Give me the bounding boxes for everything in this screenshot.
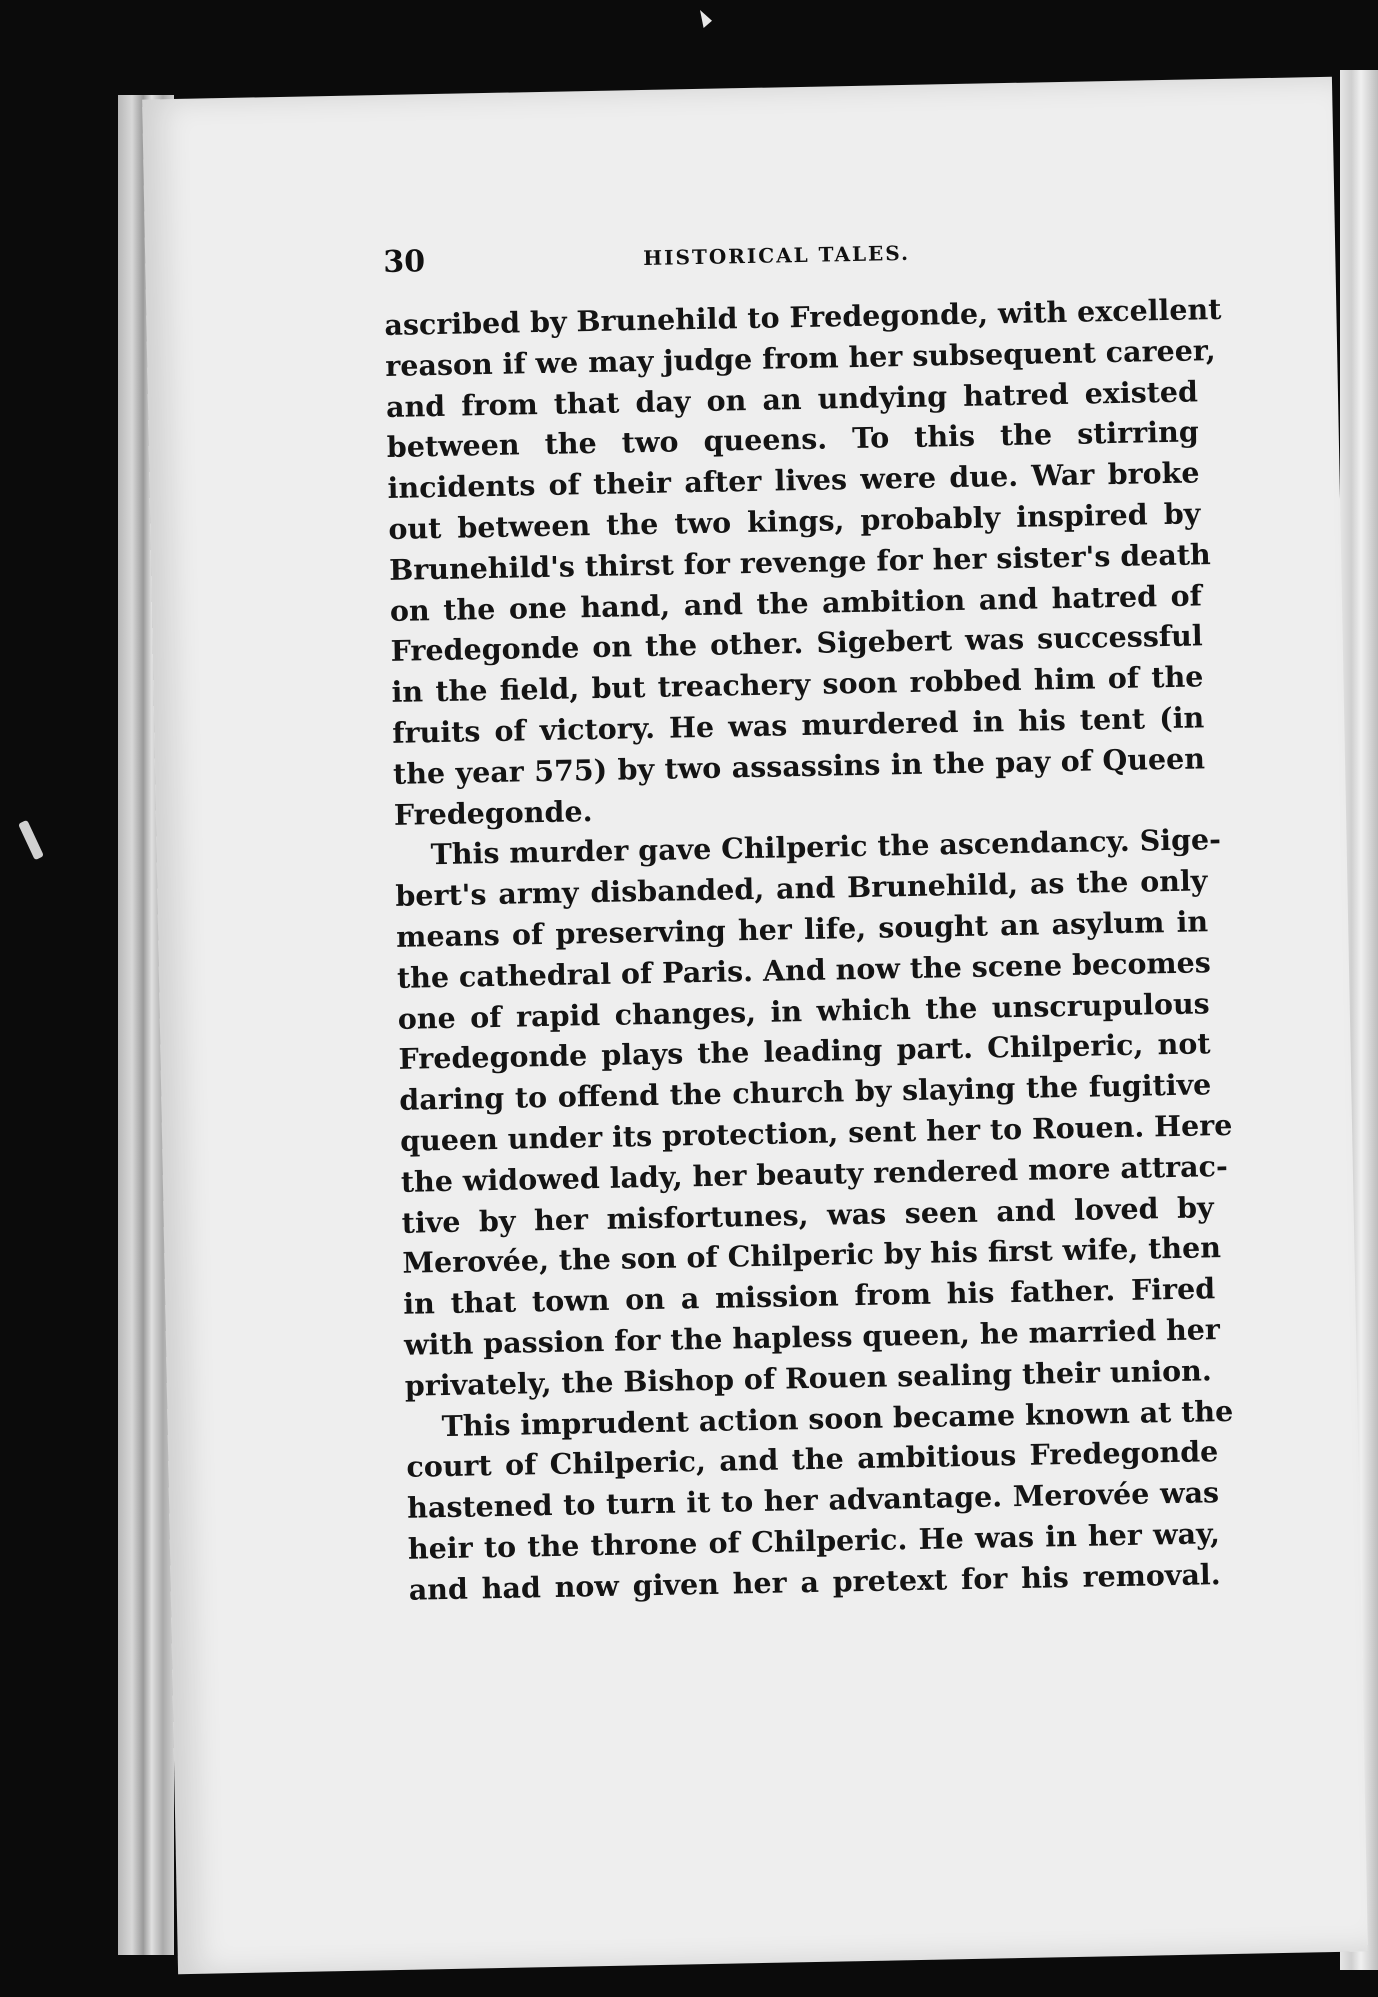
- page-header: [383, 231, 1124, 285]
- page-number: 30: [382, 244, 426, 280]
- text-line: and had now given her a pretext for his removal.: [408, 1556, 1221, 1607]
- text-line: the year 575) by two assassins in the pay of Queen: [392, 741, 1206, 791]
- text-line: between the two queens. To this the stirring: [386, 414, 1200, 465]
- text-line: on the one hand, and the ambition and hatred of: [389, 577, 1203, 628]
- text-line: incidents of their after lives were due. War broke: [387, 455, 1200, 506]
- text-line: Brunehild's thirst for revenge for her sister's death: [388, 536, 1211, 587]
- paragraph: [384, 289, 1222, 835]
- body-text: [384, 289, 1234, 1610]
- text-line: daring to offend the church by slaying the fugitive: [399, 1067, 1212, 1117]
- text-line: heir to the throne of Chilperic. He was in her way,: [407, 1516, 1221, 1566]
- text-line: and from that day on an undying hatred existed: [385, 373, 1199, 424]
- text-line: queen under its protection, sent her to Rouen. Here: [399, 1107, 1233, 1158]
- text-line: This murder gave Chilperic the ascendancy. Sige-: [430, 822, 1222, 872]
- text-line: Fredegonde.: [393, 793, 593, 832]
- text-line: reason if we may judge from her subsequent career,: [384, 332, 1216, 383]
- scan-artifact-top: [700, 10, 712, 28]
- text-line: bert's army disbanded, and Brunehild, as the only: [395, 863, 1208, 914]
- text-line: in the field, but treachery soon robbed him of the: [391, 659, 1204, 710]
- text-line: Fredegonde on the other. Sigebert was successful: [390, 618, 1203, 669]
- text-line: the widowed lady, her beauty rendered more attrac-: [400, 1148, 1229, 1199]
- text-line: privately, the Bishop of Rouen sealing their union.: [404, 1353, 1213, 1403]
- text-line: with passion for the hapless queen, he married her: [403, 1312, 1221, 1362]
- text-line: tive by her misfortunes, was seen and loved by: [401, 1189, 1214, 1240]
- text-line: This imprudent action soon became known at the: [441, 1393, 1234, 1443]
- text-line: hastened to turn it to her advantage. Merovée was: [406, 1475, 1220, 1525]
- paragraph: [394, 820, 1233, 1407]
- text-line: the cathedral of Paris. And now the scene becomes: [396, 944, 1212, 995]
- text-line: court of Chilperic, and the ambitious Fredegonde: [406, 1434, 1219, 1485]
- text-line: out between the two kings, probably inspired by: [388, 496, 1201, 546]
- running-title: HISTORICAL TALES.: [643, 240, 911, 271]
- scan-artifact-left: [18, 820, 44, 860]
- text-line: in that town on a mission from his father. Fired: [402, 1271, 1216, 1321]
- text-line: Merovée, the son of Chilperic by his first wife, then: [402, 1230, 1222, 1281]
- text-line: Fredegonde plays the leading part. Chilperic, not: [398, 1026, 1211, 1077]
- text-line: one of rapid changes, in which the unscrupulous: [397, 985, 1210, 1036]
- text-line: means of preserving her life, sought an asylum in: [395, 904, 1209, 954]
- book-page: [142, 77, 1368, 1974]
- paragraph: [405, 1391, 1234, 1611]
- text-line: fruits of victory. He was murdered in his tent (in: [391, 700, 1205, 750]
- text-line: ascribed by Brunehild to Fredegonde, with excellent: [384, 291, 1222, 342]
